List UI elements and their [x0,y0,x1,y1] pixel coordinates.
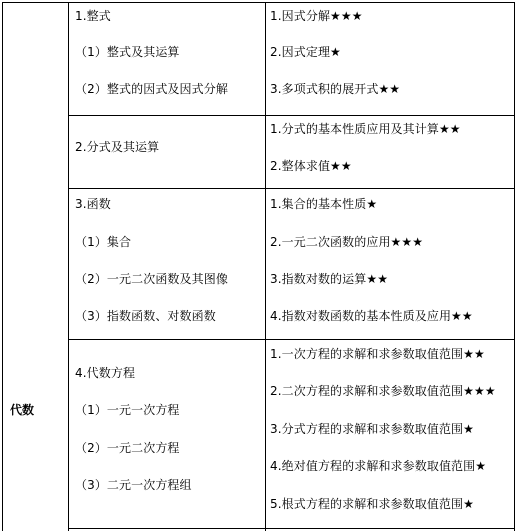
skill-item: 2.整体求值★★ [270,159,352,173]
topic-subitem: （2）一元二次方程 [75,441,180,455]
column-divider-1 [68,2,69,531]
column-divider-2 [265,2,266,531]
topic-title: 3.函数 [75,197,111,211]
skill-item: 1.因式分解★★★ [270,9,363,23]
topic-subitem: （1）整式及其运算 [75,45,180,59]
skill-item: 1.集合的基本性质★ [270,197,378,211]
skill-item: 2.二次方程的求解和求参数取值范围★★★ [270,384,496,398]
topic-subitem: （2）一元二次函数及其图像 [75,272,228,286]
table-right-border [514,2,515,531]
topic-subitem: （1）集合 [75,235,132,249]
topic-title: 1.整式 [75,9,111,23]
topic-subitem: （1）一元一次方程 [75,403,180,417]
table-top-border [2,2,515,3]
skill-item: 2.因式定理★ [270,45,341,59]
row-divider-1 [68,115,515,116]
row-divider-4 [68,528,515,529]
skill-item: 4.绝对值方程的求解和求参数取值范围★ [270,459,487,473]
skill-item: 3.指数对数的运算★★ [270,272,389,286]
topic-title: 4.代数方程 [75,366,136,380]
skill-item: 4.指数对数函数的基本性质及应用★★ [270,309,473,323]
category-label: 代数 [10,403,35,417]
topic-subitem: （3）二元一次方程组 [75,478,192,492]
skill-item: 3.多项式积的展开式★★ [270,82,401,96]
row-divider-3 [68,339,515,340]
row-divider-2 [68,188,515,189]
table-left-border [2,2,3,531]
skill-item: 1.一次方程的求解和求参数取值范围★★ [270,347,485,361]
topic-subitem: （2）整式的因式及因式分解 [75,82,228,96]
skill-item: 5.根式方程的求解和求参数取值范围★ [270,497,475,511]
skill-item: 3.分式方程的求解和求参数取值范围★ [270,422,475,436]
skill-item: 2.一元二次函数的应用★★★ [270,235,424,249]
skill-item: 1.分式的基本性质应用及其计算★★ [270,122,461,136]
topic-title: 2.分式及其运算 [75,140,160,154]
topic-subitem: （3）指数函数、对数函数 [75,309,216,323]
